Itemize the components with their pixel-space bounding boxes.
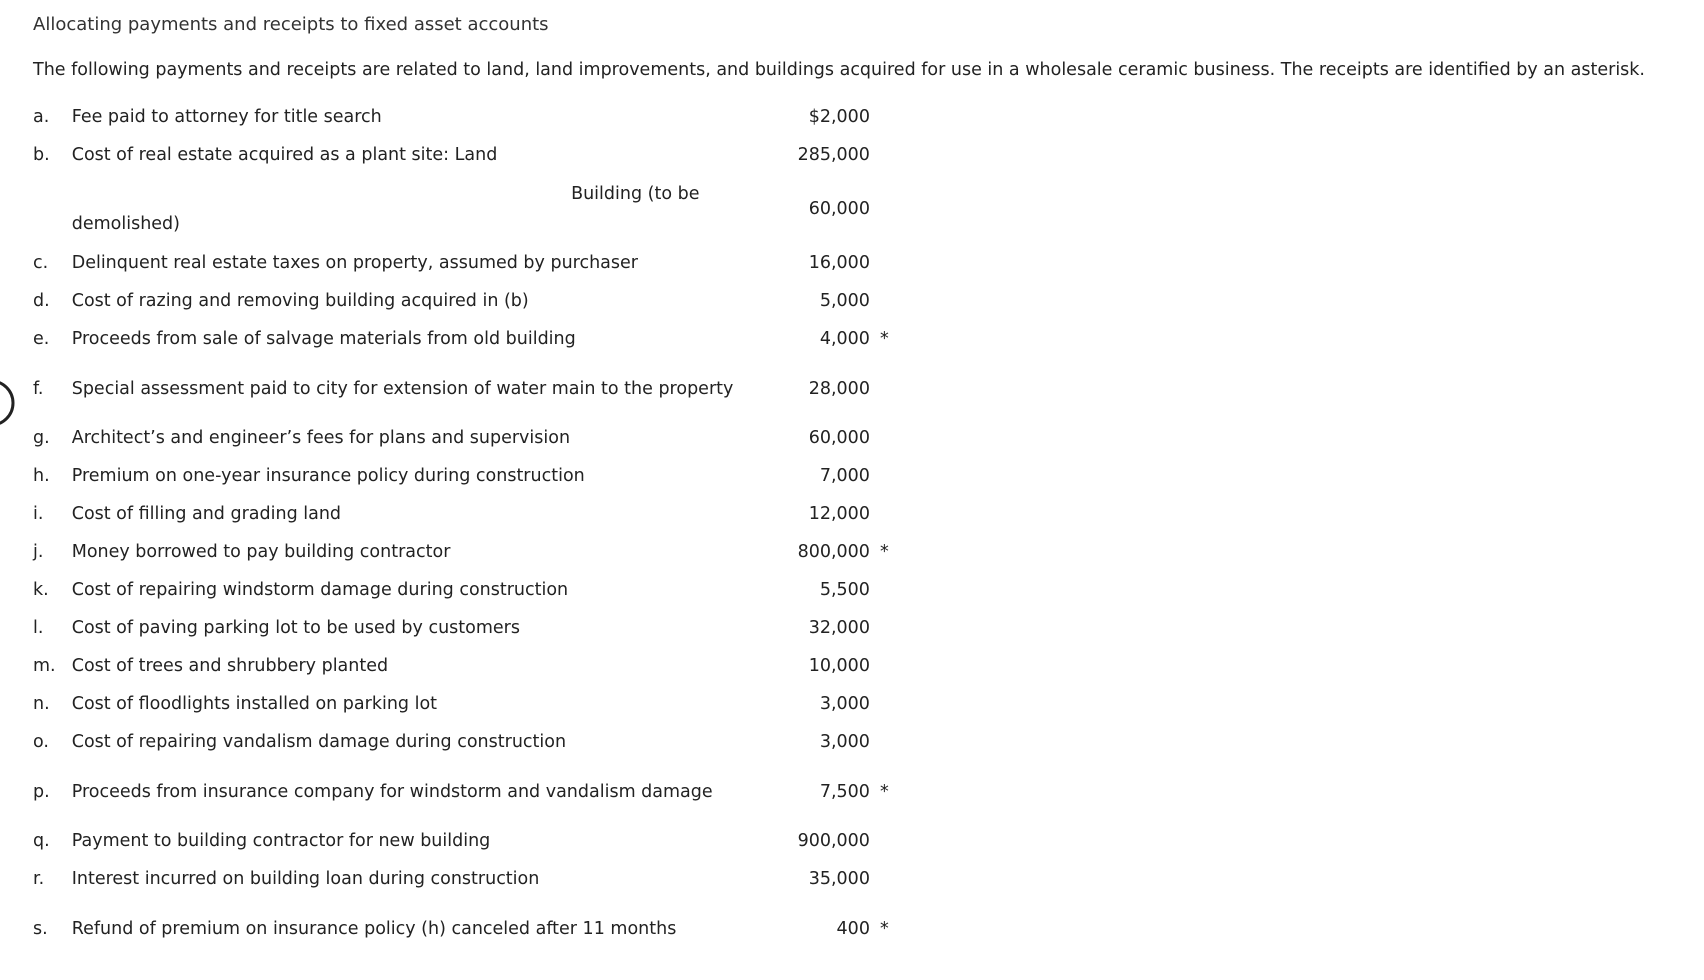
table-row [33,898,913,959]
table-row [33,358,913,419]
item-amount: 4,000 [819,329,870,349]
item-amount: 900,000 [797,831,870,851]
receipt-asterisk [870,571,913,609]
item-amount: $2,000 [808,107,870,127]
table-row [33,282,913,320]
item-amount: 32,000 [808,618,870,638]
item-description: Money borrowed to pay building contractor [71,542,451,562]
receipt-asterisk [870,98,913,136]
item-description: Delinquent real estate taxes on property, assumed by purchaser [71,253,638,273]
item-letter: e. [33,329,50,349]
item-letter: o. [33,732,49,752]
item-amount: 16,000 [808,253,870,273]
item-description: Cost of razing and removing building acquired in (b) [71,291,529,311]
table-row [33,647,913,685]
item-description-bottom: demolished) [71,214,180,234]
receipt-asterisk [870,244,913,282]
item-letter: n. [33,694,50,714]
item-description: Cost of repairing windstorm damage during construction [71,580,569,600]
item-amount: 28,000 [808,378,870,399]
table-row [33,98,913,136]
item-amount: 35,000 [808,869,870,889]
receipt-asterisk [870,282,913,320]
item-description-top: Building (to be [571,184,700,204]
table-row [33,457,913,495]
receipt-asterisk [870,174,913,244]
item-amount: 60,000 [808,199,870,219]
item-description: Interest incurred on building loan during construction [71,869,540,889]
intro-paragraph: The following payments and receipts are related to land, land improvements, and buildings acquired for use in a wholesale ceramic business. The receipts are identified by an asterisk. [33,60,1645,80]
item-description: Cost of filling and grading land [71,504,342,524]
table-row [33,822,913,860]
item-letter: s. [33,918,48,939]
item-letter: c. [33,253,49,273]
item-letter: a. [33,107,50,127]
item-description: Proceeds from sale of salvage materials from old building [71,329,576,349]
table-row [33,685,913,723]
item-letter: m. [33,656,56,676]
item-letter: h. [33,466,50,486]
item-description: Architect’s and engineer’s fees for plans and supervision [71,428,571,448]
item-amount: 5,500 [819,580,870,600]
receipt-asterisk: * [879,542,889,562]
item-letter: k. [33,580,49,600]
item-letter: i. [33,504,44,524]
receipt-asterisk [870,860,913,898]
receipt-asterisk [870,495,913,533]
receipt-asterisk [870,609,913,647]
item-amount: 12,000 [808,504,870,524]
table-row [33,571,913,609]
receipt-asterisk [870,723,913,761]
table-row [33,136,913,174]
item-description: Special assessment paid to city for extension of water main to the property [71,378,734,399]
item-letter: b. [33,145,50,165]
item-letter [33,174,72,244]
transactions-table [33,98,913,959]
item-letter: f. [33,378,44,399]
item-amount: 7,500 [819,781,870,802]
table-row [33,244,913,282]
table-row [33,609,913,647]
item-description: Fee paid to attorney for title search [71,107,382,127]
item-description: Cost of repairing vandalism damage during construction [71,732,567,752]
item-description: Cost of paving parking lot to be used by customers [71,618,520,638]
receipt-asterisk [870,419,913,457]
receipt-asterisk [870,358,913,419]
receipt-asterisk [870,457,913,495]
item-letter: r. [33,869,45,889]
item-description: Premium on one-year insurance policy during construction [71,466,585,486]
table-row [33,723,913,761]
item-description: Proceeds from insurance company for windstorm and vandalism damage [71,781,713,802]
item-amount: 10,000 [808,656,870,676]
item-description: Cost of trees and shrubbery planted [71,656,389,676]
table-row [33,495,913,533]
item-amount: 3,000 [819,694,870,714]
item-amount: 285,000 [797,145,870,165]
table-row [33,419,913,457]
table-row [33,860,913,898]
item-description: Refund of premium on insurance policy (h) canceled after 11 months [71,918,677,939]
item-description: Cost of floodlights installed on parking lot [71,694,438,714]
item-letter: d. [33,291,50,311]
table-row [33,761,913,822]
item-amount: 800,000 [797,542,870,562]
item-amount: 7,000 [819,466,870,486]
item-description: Cost of real estate acquired as a plant site: Land [71,145,498,165]
table-row [33,533,913,571]
receipt-asterisk: * [879,329,889,349]
receipt-asterisk: * [879,918,889,939]
item-letter: j. [33,542,44,562]
item-description: Payment to building contractor for new building [71,831,491,851]
item-amount: 60,000 [808,428,870,448]
item-amount: 400 [836,918,870,939]
item-amount: 3,000 [819,732,870,752]
table-row [33,174,913,244]
receipt-asterisk [870,685,913,723]
side-circle-icon[interactable] [0,378,16,428]
item-letter: g. [33,428,50,448]
item-description [72,174,750,244]
receipt-asterisk [870,822,913,860]
item-letter: l. [33,618,44,638]
item-letter: p. [33,781,50,802]
page-title: Allocating payments and receipts to fixed asset accounts [33,14,549,35]
receipt-asterisk [870,136,913,174]
receipt-asterisk: * [879,781,889,802]
table-row [33,320,913,358]
item-letter: q. [33,831,50,851]
item-amount: 5,000 [819,291,870,311]
receipt-asterisk [870,647,913,685]
